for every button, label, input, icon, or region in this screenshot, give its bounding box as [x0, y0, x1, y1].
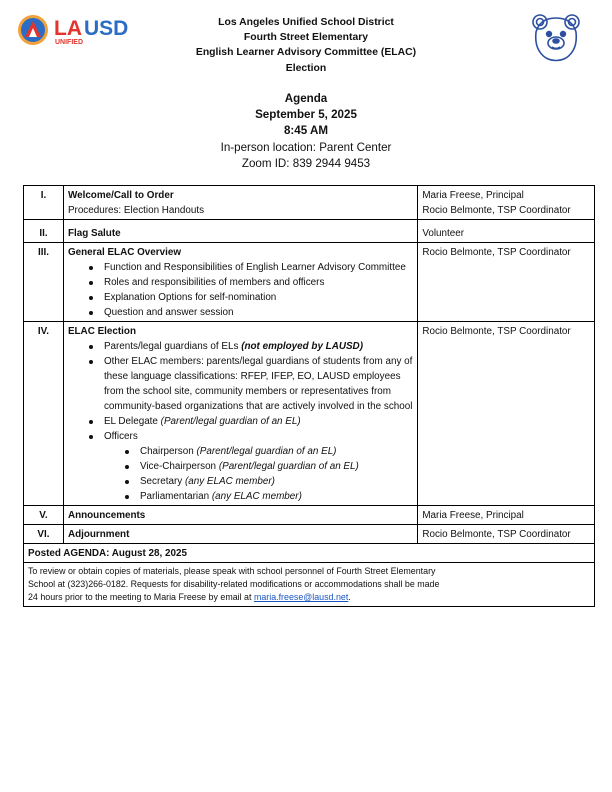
list-item: Question and answer session [104, 305, 413, 320]
item-bullet-list [68, 339, 413, 504]
item-number: V. [24, 506, 64, 525]
posted-date: Posted AGENDA: August 28, 2025 [24, 544, 595, 563]
item-content [63, 220, 417, 243]
list-item: Other ELAC members: parents/legal guardians of students from any of these language classifications: RFEP, IFEP, EO, LAUSD employees from the school site, community members or representatives from community-based organizations that are actively involved in the school [103, 356, 413, 412]
item-number: II. [24, 220, 64, 243]
officer-item [140, 489, 413, 504]
item-presenter [418, 322, 595, 506]
note-line [28, 591, 590, 604]
item-content [63, 322, 417, 506]
officer-item [140, 444, 413, 459]
agenda-time: 8:45 AM [283, 124, 329, 138]
agenda-zoom: Zoom ID: 839 2944 9453 [241, 156, 371, 170]
item-content [63, 243, 417, 322]
document-header [150, 15, 462, 76]
presenter-line: Rocio Belmonte, TSP Coordinator [422, 326, 571, 337]
lausd-logo [16, 13, 140, 49]
agenda-table [23, 185, 595, 607]
lausd-logo-text: LA [54, 17, 82, 40]
district-name: Los Angeles Unified School District [218, 17, 394, 28]
item-number: III. [24, 243, 64, 322]
lausd-logo-subtext: UNIFIED [55, 39, 83, 46]
officer-note: (any ELAC member) [184, 476, 275, 487]
item-subtitle: Procedures: Election Handouts [67, 205, 205, 216]
bullet-text: EL Delegate [103, 416, 158, 427]
item-content [63, 506, 417, 525]
item-presenter [418, 525, 595, 544]
note-text: 24 hours prior to the meeting to Maria Freese by email at [28, 592, 252, 603]
item-title: General ELAC Overview [67, 247, 181, 258]
bullet-note: (Parent/legal guardian of an EL) [160, 416, 301, 427]
list-item [104, 414, 413, 429]
svg-text:USD: USD [84, 17, 129, 40]
officer-note: (Parent/legal guardian of an EL) [196, 446, 337, 457]
presenter-line: Maria Freese, Principal [422, 190, 524, 201]
agenda-location: In-person location: Parent Center [220, 140, 392, 154]
agenda-row [24, 525, 595, 544]
agenda-date: September 5, 2025 [255, 108, 357, 122]
agenda-row [24, 243, 595, 322]
list-item [104, 429, 413, 504]
bullet-text: Officers [103, 431, 138, 442]
school-name: Fourth Street Elementary [243, 32, 369, 44]
item-content [63, 186, 417, 220]
agenda-title: Agenda [284, 92, 328, 105]
item-title: Adjournment [67, 529, 130, 540]
list-item: Roles and responsibilities of members and officers [104, 275, 413, 290]
item-content [63, 525, 417, 544]
item-bullet-list [68, 260, 413, 320]
item-title: Announcements [67, 510, 146, 521]
agenda-info [150, 91, 462, 172]
bear-mascot-icon [528, 10, 584, 64]
officer-note: (Parent/legal guardian of an EL) [218, 461, 359, 472]
item-presenter [418, 243, 595, 322]
item-number: VI. [24, 525, 64, 544]
item-number: IV. [24, 322, 64, 506]
officer-role: Chairperson [139, 446, 194, 457]
presenter-line: Rocio Belmonte, TSP Coordinator [422, 247, 571, 258]
posted-row [24, 544, 595, 563]
agenda-row [24, 322, 595, 506]
agenda-row [24, 220, 595, 243]
officer-note: (any ELAC member) [211, 491, 302, 502]
agenda-row [24, 506, 595, 525]
note-row [24, 563, 595, 607]
item-presenter [418, 220, 595, 243]
presenter-line: Volunteer [422, 228, 465, 239]
officer-item [140, 474, 413, 489]
list-item: Function and Responsibilities of English Learner Advisory Committee [104, 260, 413, 275]
bear-mascot-logo [528, 10, 584, 64]
officer-role: Vice-Chairperson [139, 461, 217, 472]
bullet-note: (not employed by LAUSD) [241, 341, 363, 352]
officer-item [140, 459, 413, 474]
item-title: ELAC Election [67, 326, 136, 337]
item-presenter [418, 506, 595, 525]
item-presenter [418, 186, 595, 220]
item-title: Flag Salute [67, 228, 121, 239]
note-line: To review or obtain copies of materials, please speak with school personnel of Fourth Street Elementary [28, 566, 436, 576]
officer-role: Parliamentarian [139, 491, 210, 502]
item-title: Welcome/Call to Order [67, 190, 174, 201]
committee-name: English Learner Advisory Committee (ELAC) [195, 47, 417, 59]
list-item: Explanation Options for self-nomination [104, 290, 413, 305]
note-line: School at (323)266-0182. Requests for disability-related modifications or accommodations shall be made [28, 579, 440, 590]
presenter-line: Maria Freese, Principal [422, 510, 524, 521]
officer-role: Secretary [139, 476, 183, 487]
event-name: Election [285, 62, 327, 74]
list-item [104, 339, 413, 354]
bullet-text: Parents/legal guardians of ELs [103, 341, 239, 352]
presenter-line: Rocio Belmonte, TSP Coordinator [422, 205, 571, 216]
note-end: . [348, 592, 351, 603]
agenda-row [24, 186, 595, 220]
email-link[interactable]: maria.freese@lausd.net [253, 592, 349, 603]
accessibility-note [24, 563, 595, 607]
officer-list [104, 444, 413, 504]
presenter-line: Rocio Belmonte, TSP Coordinator [422, 529, 571, 540]
item-number: I. [24, 186, 64, 220]
